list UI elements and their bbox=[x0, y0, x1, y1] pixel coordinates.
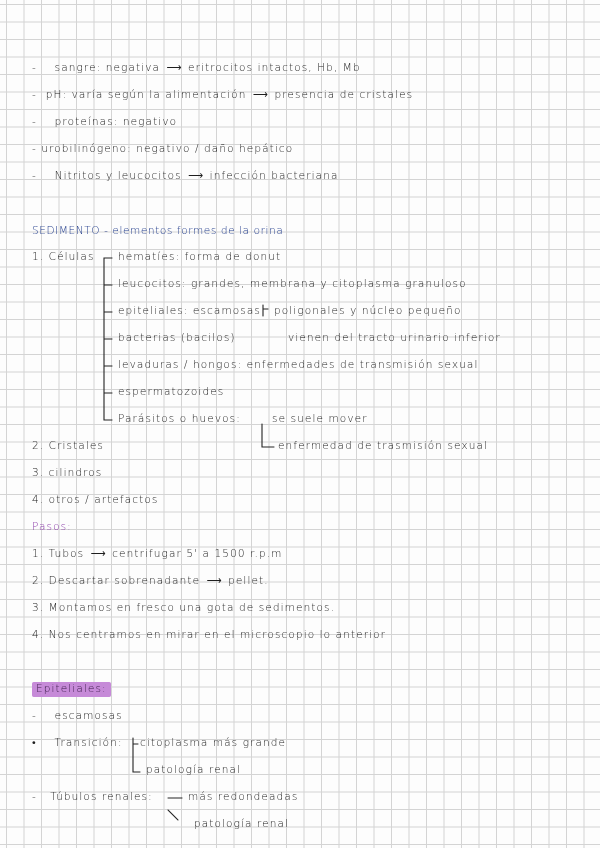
epi-transicion: • Transición: bbox=[32, 737, 123, 749]
epithelial-detail: poligonales y núcleo pequeño bbox=[274, 305, 462, 317]
tubulos-bracket bbox=[168, 798, 182, 820]
cell-hematies: hematíes: forma de donut bbox=[118, 251, 282, 263]
bullet-ph: - pH: varía según la alimentación ⟶ presencia de cristales bbox=[32, 89, 414, 101]
arrow-icon: ⟶ bbox=[90, 548, 106, 560]
bullet-label: proteínas: negativo bbox=[54, 116, 178, 128]
tubulos-detail-2: patología renal bbox=[194, 818, 290, 830]
epi-tubulos: - Túbulos renales: bbox=[32, 791, 153, 803]
step-result: pellet. bbox=[228, 575, 269, 587]
arrow-icon: ⟶ bbox=[252, 89, 268, 101]
step-text: 1. Tubos bbox=[32, 548, 85, 560]
cell-levaduras: levaduras / hongos: enfermedades de transmisión sexual bbox=[118, 359, 479, 371]
sediment-title: SEDIMENTO bbox=[32, 225, 101, 237]
cell-bacterias: bacterias (bacilos) bbox=[118, 332, 236, 344]
transicion-detail-2: patología renal bbox=[146, 764, 242, 776]
arrow-icon: ⟶ bbox=[206, 575, 222, 587]
cells-bracket bbox=[104, 258, 112, 420]
step-text: 2. Descartar sobrenadante bbox=[32, 575, 201, 587]
step-3: 3. Montamos en fresco una gota de sedimentos. bbox=[32, 602, 336, 614]
bacteria-detail: vienen del tracto urinario inferior bbox=[288, 332, 501, 344]
bullet-label: sangre: negativa bbox=[54, 62, 161, 74]
bullet-label: Nitritos y leucocitos bbox=[54, 170, 182, 182]
parasites-sub: enfermedad de trasmisión sexual bbox=[278, 440, 489, 452]
epi-label: escamosas bbox=[54, 710, 123, 722]
bullet-urobilinogeno: - urobilinógeno: negativo / daño hepático bbox=[32, 143, 294, 155]
step-result: centrifugar 5' a 1500 r.p.m bbox=[112, 548, 283, 560]
bullet-result: eritrocitos intactos, Hb, Mb bbox=[188, 62, 361, 74]
epi-escamosas: - escamosas bbox=[32, 710, 123, 722]
bullet-sangre: - sangre: negativa ⟶ eritrocitos intactos, Hb, Mb bbox=[32, 62, 361, 74]
arrow-icon: ⟶ bbox=[188, 170, 204, 182]
arrow-icon: ⟶ bbox=[166, 62, 182, 74]
parasites-detail: se suele mover bbox=[272, 413, 368, 425]
epithelial-bracket bbox=[263, 305, 268, 316]
step-4: 4. Nos centramos en mirar en el microscopio lo anterior bbox=[32, 629, 387, 641]
transicion-detail-1: citoplasma más grande bbox=[140, 737, 287, 749]
transicion-bracket bbox=[133, 738, 140, 772]
bullet-proteinas: - proteínas: negativo bbox=[32, 116, 178, 128]
epi-label: Túbulos renales: bbox=[50, 791, 153, 803]
bullet-result: presencia de cristales bbox=[274, 89, 414, 101]
sediment-item-others: 4. otros / artefactos bbox=[32, 494, 159, 506]
tubulos-detail-1: más redondeadas bbox=[188, 791, 299, 803]
sediment-item-cells: 1. Células bbox=[32, 251, 95, 263]
bullet-label: pH: varía según la alimentación bbox=[45, 89, 247, 101]
epiteliales-highlight: Epiteliales: bbox=[32, 682, 111, 697]
sediment-item-crystals: 2. Cristales bbox=[32, 440, 104, 452]
parasites-bracket bbox=[262, 424, 274, 447]
cell-leucocitos: leucocitos: grandes, membrana y citoplasma granuloso bbox=[118, 278, 467, 290]
cell-parasitos: Parásitos o huevos: bbox=[118, 413, 241, 425]
sediment-item-casts: 3. cilindros bbox=[32, 467, 103, 479]
bullet-nitritos: - Nitritos y leucocitos ⟶ infección bacteriana bbox=[32, 170, 339, 182]
bullet-label: urobilinógeno: negativo / daño hepático bbox=[41, 143, 294, 155]
cell-espermatozoides: espermatozoides bbox=[118, 386, 225, 398]
bullet-result: infección bacteriana bbox=[209, 170, 339, 182]
epi-label: Transición: bbox=[54, 737, 123, 749]
steps-title: Pasos: bbox=[32, 521, 72, 533]
cell-epiteliales: epiteliales: escamosas: bbox=[118, 305, 266, 317]
sediment-subtitle: - elementos formes de la orina bbox=[104, 225, 284, 237]
